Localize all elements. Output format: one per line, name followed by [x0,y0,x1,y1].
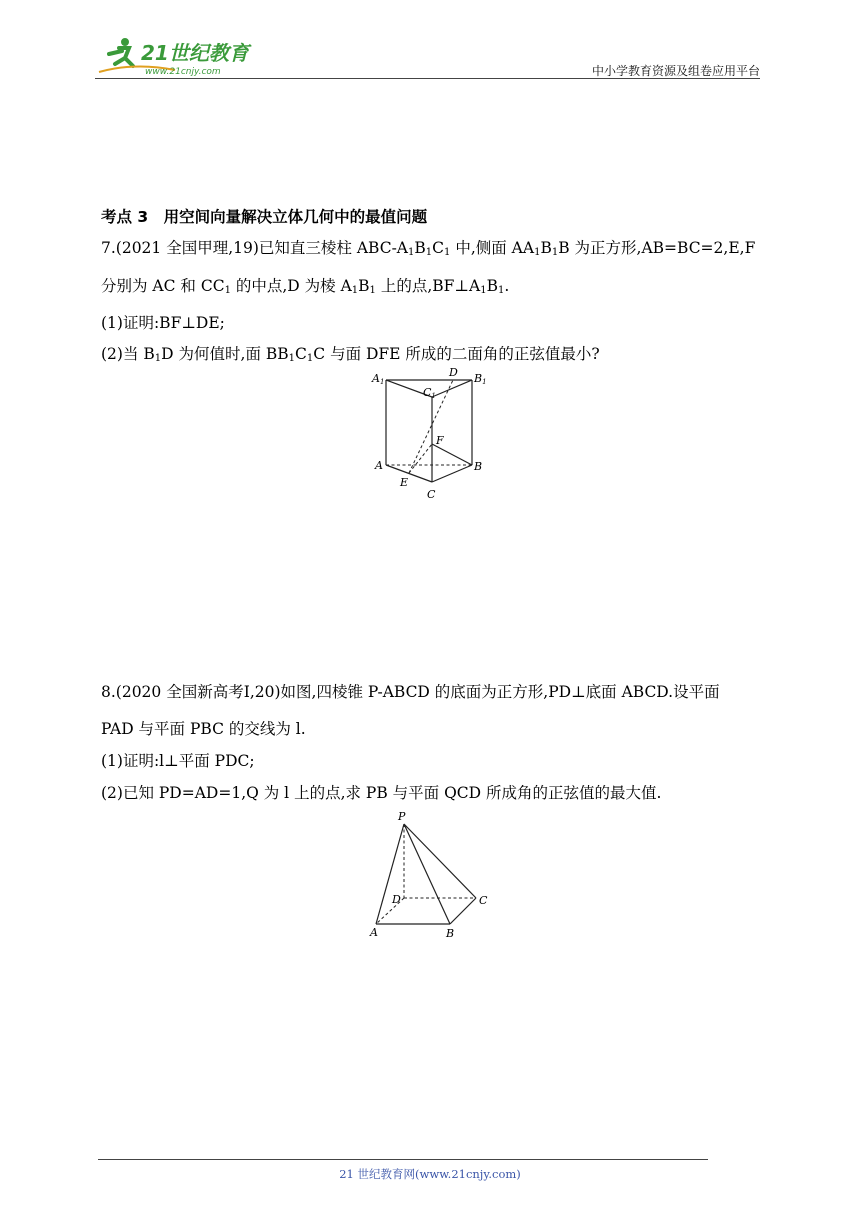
label-a1: A1 [372,372,385,386]
header-platform-text: 中小学教育资源及组卷应用平台 [591,64,760,78]
page-header [95,32,760,80]
footer-rule [98,1159,708,1160]
label-d: D [392,893,401,906]
problem7-line1: 7.(2021 全国甲理,19)已知直三棱柱 ABC-$A_1B_1C_1$ 中,侧面 $AA_1B_1B$ 为正方形,AB=BC=2,E,F [101,239,756,258]
logo-url: www.21cnjy.com [145,67,221,77]
label-b: B [446,927,455,940]
label-a: A [375,459,383,472]
label-f: F [436,434,444,447]
label-c1: C1 [423,386,436,400]
problem8-question2: (2)已知 PD=AD=1,Q 为 l 上的点,求 PB 与平面 QCD 所成角的正弦值的最大值. [101,784,662,802]
label-b1: B1 [474,372,487,386]
problem8-question1: (1)证明:l⊥平面 PDC; [101,752,255,770]
label-c: C [427,488,436,501]
footer-link[interactable]: 21 世纪教育网(www.21cnjy.com) [339,1167,521,1181]
label-p: P [398,810,406,823]
logo-text: 21世纪教育 [141,41,249,65]
label-d: D [449,366,458,379]
label-b: B [474,460,483,473]
label-a: A [370,926,378,939]
problem8-line1: 8.(2020 全国新高考Ⅰ,20)如图,四棱锥 P-ABCD 的底面为正方形,PD⊥底面 ABCD.设平面 [101,683,720,701]
problem8-line2: PAD 与平面 PBC 的交线为 l. [101,720,306,738]
label-c: C [479,894,488,907]
logo [95,34,265,78]
prism-figure [360,362,500,507]
header-rule [95,78,760,79]
section-title: 考点 3 用空间向量解决立体几何中的最值问题 [101,208,428,226]
label-e: E [400,476,409,489]
pyramid-figure [360,808,500,943]
problem7-line2: 分别为 AC 和 $CC_1$ 的中点,D 为棱 $A_1B_1$ 上的点$,BF\perp A_1B_1$. [101,277,510,296]
problem7-question2: (2)当 $B_1D$ 为何值时,面 $BB_1C_1C$ 与面 DFE 所成的二面角的正弦值最小? [101,345,600,364]
problem7-question1: (1)证明:BF⊥DE; [101,314,225,332]
